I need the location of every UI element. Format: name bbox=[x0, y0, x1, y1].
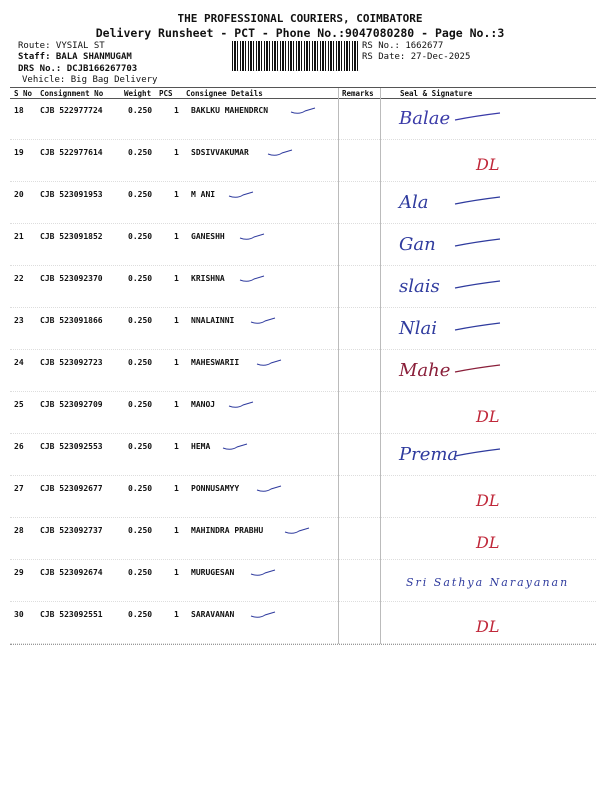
row-pcs: 1 bbox=[174, 442, 179, 451]
row-sno: 20 bbox=[14, 190, 24, 199]
row-pcs: 1 bbox=[174, 400, 179, 409]
row-sno: 26 bbox=[14, 442, 24, 451]
signature-text: DL bbox=[476, 533, 500, 552]
table-row bbox=[10, 224, 596, 266]
col-weight: Weight bbox=[124, 89, 152, 98]
handwritten-signature bbox=[472, 140, 600, 180]
row-consignee: GANESHH bbox=[191, 232, 225, 241]
company-title: THE PROFESSIONAL COURIERS, COIMBATORE bbox=[177, 12, 423, 25]
row-consignee: M ANI bbox=[191, 190, 216, 199]
col-sno: S No bbox=[14, 89, 33, 98]
row-consignment: CJB 523092674 bbox=[40, 568, 103, 577]
signature-text: Mahe bbox=[399, 360, 451, 381]
handwritten-signature bbox=[395, 308, 595, 348]
checkmark-icon bbox=[249, 602, 285, 626]
table-row bbox=[10, 308, 596, 350]
row-consignee: MAHESWARII bbox=[191, 358, 240, 367]
signature-text: Prema bbox=[399, 444, 459, 465]
row-weight: 0.250 bbox=[128, 400, 153, 409]
handwritten-signature bbox=[472, 518, 600, 558]
row-consignment: CJB 523092709 bbox=[40, 400, 103, 409]
row-consignee: MANOJ bbox=[191, 400, 216, 409]
row-consignee: SDSIVVAKUMAR bbox=[191, 148, 249, 157]
row-pcs: 1 bbox=[174, 610, 179, 619]
row-pcs: 1 bbox=[174, 148, 179, 157]
row-weight: 0.250 bbox=[128, 190, 153, 199]
col-remarks: Remarks bbox=[342, 89, 374, 98]
row-consignee: BAKLKU MAHENDRCN bbox=[191, 106, 269, 115]
row-consignment: CJB 523092370 bbox=[40, 274, 103, 283]
signature-text: Nlai bbox=[399, 318, 437, 339]
row-pcs: 1 bbox=[174, 568, 179, 577]
col-consignee: Consignee Details bbox=[186, 89, 263, 98]
signature-text: DL bbox=[476, 617, 500, 636]
row-consignee: PONNUSAMYY bbox=[191, 484, 240, 493]
row-weight: 0.250 bbox=[128, 442, 153, 451]
col-consignment: Consignment No bbox=[40, 89, 104, 98]
checkmark-icon bbox=[227, 392, 263, 416]
row-sno: 19 bbox=[14, 148, 24, 157]
checkmark-icon bbox=[249, 308, 285, 332]
row-consignee: HEMA bbox=[191, 442, 211, 451]
signature-text: DL bbox=[476, 407, 500, 426]
row-sno: 23 bbox=[14, 316, 24, 325]
row-consignment: CJB 523092553 bbox=[40, 442, 103, 451]
handwritten-signature bbox=[395, 350, 595, 390]
row-consignee: NNALAINNI bbox=[191, 316, 235, 325]
row-pcs: 1 bbox=[174, 190, 179, 199]
row-pcs: 1 bbox=[174, 484, 179, 493]
table-bottom-rule bbox=[10, 644, 596, 645]
row-consignee: MAHINDRA PRABHU bbox=[191, 526, 264, 535]
row-pcs: 1 bbox=[174, 358, 179, 367]
checkmark-icon bbox=[255, 476, 291, 500]
row-sno: 28 bbox=[14, 526, 24, 535]
row-weight: 0.250 bbox=[128, 526, 153, 535]
staff-label: Staff: BALA SHANMUGAM bbox=[18, 52, 132, 62]
rs-number: RS No.: 1662677 bbox=[362, 41, 444, 51]
row-weight: 0.250 bbox=[128, 316, 153, 325]
checkmark-icon bbox=[238, 266, 274, 290]
handwritten-signature bbox=[472, 392, 600, 432]
row-consignment: CJB 523092723 bbox=[40, 358, 103, 367]
route-label: Route: VYSIAL ST bbox=[18, 41, 105, 51]
row-weight: 0.250 bbox=[128, 610, 153, 619]
signature-text: Balae bbox=[399, 108, 451, 129]
checkmark-icon bbox=[221, 434, 257, 458]
row-sno: 21 bbox=[14, 232, 24, 241]
table-row bbox=[10, 350, 596, 392]
row-consignment: CJB 523092677 bbox=[40, 484, 103, 493]
handwritten-signature bbox=[472, 602, 600, 642]
handwritten-signature bbox=[395, 98, 595, 138]
row-consignment: CJB 523091852 bbox=[40, 232, 103, 241]
handwritten-signature bbox=[395, 266, 595, 306]
row-pcs: 1 bbox=[174, 232, 179, 241]
table-row bbox=[10, 266, 596, 308]
handwritten-signature bbox=[395, 182, 595, 222]
table-row bbox=[10, 392, 596, 434]
handwritten-signature bbox=[395, 434, 595, 474]
signature-text: DL bbox=[476, 491, 500, 510]
row-pcs: 1 bbox=[174, 274, 179, 283]
table-row bbox=[10, 98, 596, 140]
handwritten-signature bbox=[402, 560, 600, 600]
row-pcs: 1 bbox=[174, 316, 179, 325]
row-consignee: KRISHNA bbox=[191, 274, 225, 283]
barcode bbox=[232, 41, 358, 71]
row-weight: 0.250 bbox=[128, 274, 153, 283]
handwritten-signature bbox=[395, 224, 595, 264]
table-row bbox=[10, 434, 596, 476]
table-row bbox=[10, 182, 596, 224]
table-row bbox=[10, 140, 596, 182]
checkmark-icon bbox=[238, 224, 274, 248]
row-sno: 30 bbox=[14, 610, 24, 619]
col-pcs: PCS bbox=[159, 89, 173, 98]
handwritten-signature bbox=[472, 476, 600, 516]
row-weight: 0.250 bbox=[128, 106, 153, 115]
checkmark-icon bbox=[266, 140, 302, 164]
drs-label: DRS No.: DCJB166267703 bbox=[18, 64, 138, 74]
row-pcs: 1 bbox=[174, 526, 179, 535]
table-top-rule bbox=[10, 87, 596, 88]
row-consignee: SARAVANAN bbox=[191, 610, 235, 619]
row-sno: 25 bbox=[14, 400, 24, 409]
rs-date: RS Date: 27-Dec-2025 bbox=[362, 52, 471, 62]
row-consignment: CJB 523092551 bbox=[40, 610, 103, 619]
row-weight: 0.250 bbox=[128, 568, 153, 577]
row-sno: 29 bbox=[14, 568, 24, 577]
signature-text: DL bbox=[476, 155, 500, 174]
row-sno: 22 bbox=[14, 274, 24, 283]
table-row bbox=[10, 518, 596, 560]
checkmark-icon bbox=[255, 350, 291, 374]
checkmark-icon bbox=[249, 560, 285, 584]
row-sno: 27 bbox=[14, 484, 24, 493]
row-consignment: CJB 522977724 bbox=[40, 106, 103, 115]
row-consignment: CJB 523091953 bbox=[40, 190, 103, 199]
checkmark-icon bbox=[227, 182, 263, 206]
row-pcs: 1 bbox=[174, 106, 179, 115]
row-weight: 0.250 bbox=[128, 148, 153, 157]
vehicle-label: Vehicle: Big Bag Delivery bbox=[22, 75, 158, 85]
row-weight: 0.250 bbox=[128, 232, 153, 241]
row-consignee: MURUGESAN bbox=[191, 568, 235, 577]
runsheet-subtitle: Delivery Runsheet - PCT - Phone No.:9047080280 - Page No.:3 bbox=[95, 26, 505, 40]
signature-text: Ala bbox=[399, 192, 429, 213]
row-consignment: CJB 522977614 bbox=[40, 148, 103, 157]
row-consignment: CJB 523091866 bbox=[40, 316, 103, 325]
row-sno: 24 bbox=[14, 358, 24, 367]
table-row bbox=[10, 476, 596, 518]
signature-text: slais bbox=[399, 276, 440, 297]
checkmark-icon bbox=[283, 518, 319, 542]
row-consignment: CJB 523092737 bbox=[40, 526, 103, 535]
row-weight: 0.250 bbox=[128, 484, 153, 493]
table-row bbox=[10, 602, 596, 644]
signature-text: Sri Sathya Narayanan bbox=[406, 576, 570, 589]
row-weight: 0.250 bbox=[128, 358, 153, 367]
row-sno: 18 bbox=[14, 106, 24, 115]
signature-text: Gan bbox=[399, 234, 436, 255]
table-row bbox=[10, 560, 596, 602]
checkmark-icon bbox=[289, 98, 325, 122]
col-signature: Seal & Signature bbox=[400, 89, 473, 98]
